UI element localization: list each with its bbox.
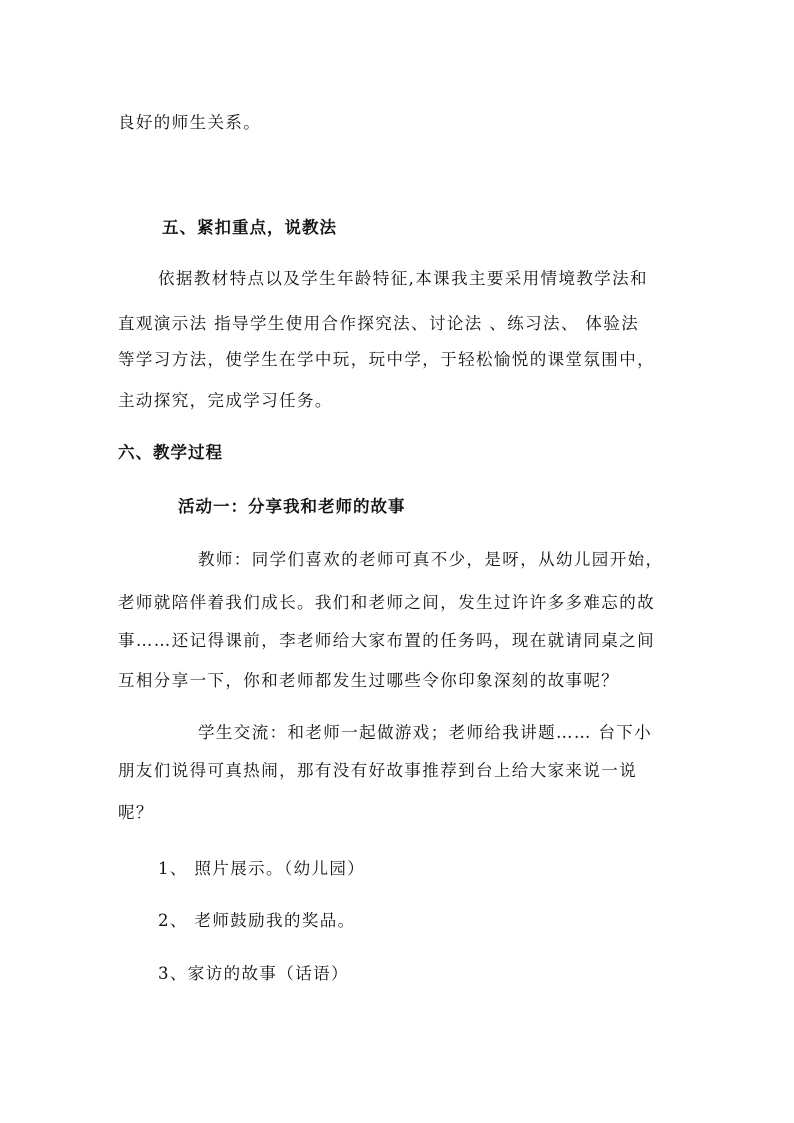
section-5-heading: 五、紧扣重点，说教法	[162, 218, 337, 237]
student-line: 朋友们说得可真热闹，那有没有好故事推荐到台上给大家来说一说	[118, 761, 638, 780]
activity-1-title: 活动一：分享我和老师的故事	[178, 497, 406, 516]
list-item: 3、家访的故事（话语）	[158, 964, 349, 983]
list-item: 1、 照片展示。（幼儿园）	[158, 859, 366, 878]
section-5-line: 直观演示法 指导学生使用合作探究法、讨论法 、练习法、 体验法	[118, 314, 640, 333]
teacher-line: 老师就陪伴着我们成长。我们和老师之间，发生过许许多多难忘的故	[118, 593, 655, 612]
teacher-line: 事……还记得课前，李老师给大家布置的任务吗，现在就请同桌之间	[118, 631, 655, 650]
paragraph-tail: 良好的师生关系。	[118, 113, 262, 132]
section-5-line: 等学习方法，使学生在学中玩，玩中学，于轻松愉悦的课堂氛围中，	[118, 350, 655, 369]
section-6-heading: 六、教学过程	[118, 443, 223, 462]
teacher-line: 互相分享一下，你和老师都发生过哪些令你印象深刻的故事呢？	[118, 671, 620, 690]
teacher-line: 教师：同学们喜欢的老师可真不少，是呀，从幼儿园开始，	[198, 550, 664, 569]
section-5-line: 依据教材特点以及学生年龄特征,本课我主要采用情境教学法和	[158, 269, 648, 288]
section-5-line: 主动探究，完成学习任务。	[118, 391, 333, 410]
student-line: 学生交流：和老师一起做游戏；老师给我讲题…… 台下小	[198, 723, 653, 742]
student-line: 呢？	[118, 803, 154, 822]
list-item: 2、 老师鼓励我的奖品。	[158, 911, 356, 930]
